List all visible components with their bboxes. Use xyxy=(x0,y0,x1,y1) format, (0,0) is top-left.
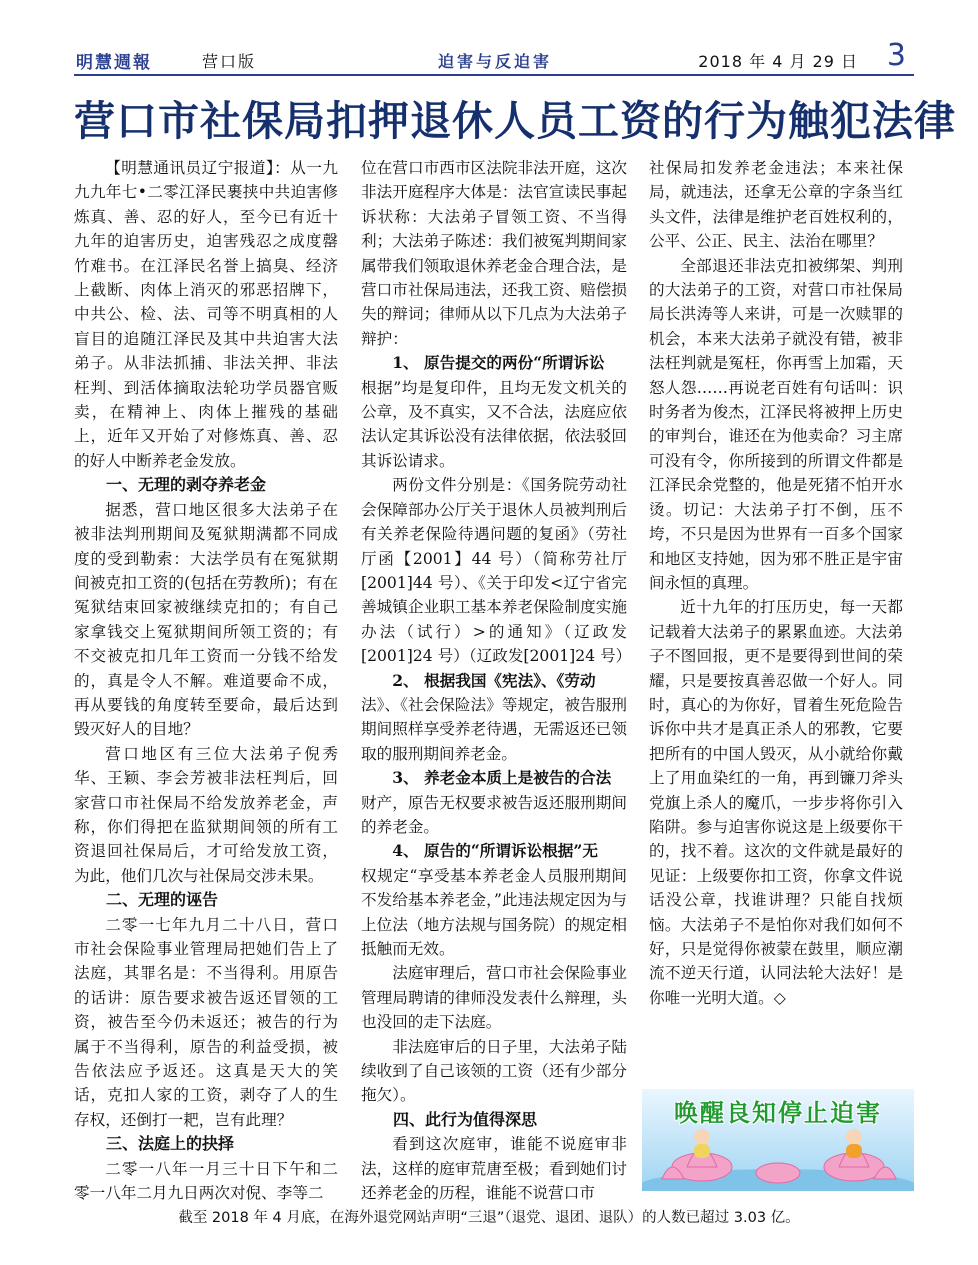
paragraph: 二零一八年一月三十日下午和二零一八年二月九日两次对倪、李等二 xyxy=(74,1159,338,1203)
paragraph: 位在营口市西市区法院非法开庭，这次非法开庭程序大体是：法官宣读民事起诉状称：大法弟子冒领工资、不当得利；大法弟子陈述：我们被冤判期间家属带我们领取退休养老金合理合法，是营口市社保局违法，还我工资、赔偿损失的辩词；律师从以下几点为大法弟子辩护： xyxy=(361,159,627,348)
article-column-2 xyxy=(361,156,632,1205)
paragraph: 二零一七年九月二十八日，营口市社会保险事业管理局把她们告上了法庭，其罪名是：不当得利。用原告的话讲：原告要求被告返还冒领的工资，被告至今仍未返还；被告的行为属于不当得利，原告的利益受损，被告依法应予返还。这真是天大的笑话，克扣人家的工资，剥夺了人的生存权，还倒打一耙，岂有此理？ xyxy=(74,915,338,1129)
paragraph: 全部退还非法克扣被绑架、判刑的大法弟子的工资，对营口市社保局局长洪涛等人来讲，可是一次赎罪的机会，本来大法弟子就没有错，被非法枉判就是冤枉，你再雪上加霜，天怒人怨……再说老百姓有句话叫：识时务者为俊杰，江泽民将被押上历史的审判台，谁还在为他卖命？习主席可没有令，你所接到的所谓文件都是江泽民余党整的，他是死猪不怕开水烫。切记：大法弟子打不倒，压不垮，不只是因为世界有一百多个国家和地区支持她，因为邪不胜正是宇宙间永恒的真理。 xyxy=(649,256,903,592)
paragraph: 营口地区有三位大法弟子倪秀华、王颖、李会芳被非法枉判后，回家营口市社保局不给发放养老金，声称，你们得把在监狱期间领的所有工资退回社保局后，才可给发放工资，为此，他们几次与社保局交涉未果。 xyxy=(74,744,338,885)
paragraph: 两份文件分别是：《国务院劳动社会保障部办公厅关于退休人员被判刑后有关养老保险待遇问题的复函》（劳社厅函【2001】44 号）（简称劳社厅[2001]44 号）、《关于印发<辽宁省完善城镇企业职工基本养老保险制度实施办法（试行）>的通知》（辽政发[2001]24 号）（辽政发[2001]24 号） xyxy=(361,476,632,666)
section-title: 迫害与反迫害 xyxy=(438,52,553,71)
awaken-conscience-banner xyxy=(642,1089,914,1191)
paragraph: 非法庭审后的日子里，大法弟子陆续收到了自己该领的工资（还有少部分拖欠）。 xyxy=(361,1037,627,1105)
edition-label: 营口版 xyxy=(202,52,257,71)
paragraph: 法庭审理后，营口市社会保险事业管理局聘请的律师没发表什么辩理，头也没回的走下法庭。 xyxy=(361,964,627,1032)
paragraph: 社保局扣发养老金违法；本来社保局，就违法，还拿无公章的字条当红头文件，法律是维护老百姓权利的，公平、公正、民主、法治在哪里？ xyxy=(649,159,903,251)
article-column-3 xyxy=(649,156,903,1010)
section-heading: 二、无理的诬告 xyxy=(106,890,219,910)
page-number: 3 xyxy=(886,38,906,73)
newspaper-brand: 明慧週報 xyxy=(76,53,152,73)
issue-date: 2018 年 4 月 29 日 xyxy=(698,52,858,71)
page-header xyxy=(74,38,914,76)
list-item-text: 权规定“享受基本养老金人员服刑期间不发给基本养老金，”此违法规定因为与上位法（地方法规与国务院）的规定相抵触而无效。 xyxy=(361,866,627,958)
list-item-lead: 3、 养老金本质上是被告的合法 xyxy=(392,768,612,788)
section-heading: 一、无理的剥夺养老金 xyxy=(106,475,267,495)
paragraph: 据悉，营口地区很多大法弟子在被非法判刑期间及冤狱期满都不同成度的受到勒索：大法学员有在冤狱期间被克扣工资的(包括在劳教所)；有在冤狱结束回家被继续克扣的；有自己家拿钱交上冤狱期间所领工资的；有不交被克扣几年工资而一分钱不给发的，真是令人不解。难道要命不成，再从要钱的角度转至要命，最后达到毁灭好人的目地？ xyxy=(74,500,338,739)
list-item-text: 财产，原告无权要求被告返还服刑期间的养老金。 xyxy=(361,793,627,836)
section-heading: 三、法庭上的抉择 xyxy=(106,1134,235,1154)
section-heading: 四、此行为值得深思 xyxy=(393,1109,538,1129)
article-column-1 xyxy=(74,156,338,1205)
article-title: 营口市社保局扣押退休人员工资的行为触犯法律 xyxy=(74,97,956,145)
list-item-text: 根据”均是复印件，且均无发文机关的公章，及不真实，又不合法，法庭应依法认定其诉讼没有法律依据，依法驳回其诉讼请求。 xyxy=(361,378,627,470)
paragraph: 看到这次庭审，谁能不说庭审非法，这样的庭审荒唐至极；看到她们讨还养老金的历程，谁能不说营口市 xyxy=(361,1135,627,1203)
page-footer: 截至 2018 年 4 月底，在海外退党网站声明“三退”（退党、退团、退队）的人数已超过 3.03 亿。 xyxy=(178,1210,800,1226)
list-item-lead: 4、 原告的“所谓诉讼根据”无 xyxy=(392,841,598,861)
list-item-text: 法》、《社会保险法》等规定，被告服刑期间照样享受养老待遇，无需返还已领取的服刑期间养老金。 xyxy=(361,695,627,763)
list-item-lead: 2、 根据我国《宪法》、《劳动 xyxy=(392,670,596,690)
paragraph: 近十九年的打压历史，每一天都记载着大法弟子的累累血迹。大法弟子不图回报，更不是要得到世间的荣耀，只是要按真善忍做一个好人。同时，真心的为你好，冒着生死危险告诉你中共才是真正杀人的邪教，它要把所有的中国人毁灭，从小就给你戴上了用血染红的一角，再到镰刀斧头党旗上杀人的魔爪，一步步将你引入陷阱。参与迫害你说这是上级要你干的，找不着。这次的文件就是最好的见证：上级要你扣工资，你拿文件说话没公章，找谁讲理？只能自找烦恼。大法弟子不是怕你对我们如何不好，只是觉得你被蒙在鼓里，顺应潮流不逆天行道，认同法轮大法好！是你唯一光明大道。◇ xyxy=(649,598,903,1007)
banner-text: 唤醒良知停止迫害 xyxy=(674,1099,882,1127)
paragraph: 【明慧通讯员辽宁报道】：从一九九九年七•二零江泽民裹挟中共迫害修炼真、善、忍的好人，至今已有近十九年的迫害历史，迫害残忍之成度罄竹难书。在江泽民名誉上搞臭、经济上截断、肉体上消灭的邪恶招牌下，中共公、检、法、司等不明真相的人盲目的追随江泽民及其中共迫害大法弟子。从非法抓捕、非法关押、非法枉判、到活体摘取法轮功学员器官贩卖，在精神上、肉体上摧残的基础上，近年又开始了对修炼真、善、忍的好人中断养老金发放。 xyxy=(74,159,338,470)
list-item-lead: 1、 原告提交的两份“所谓诉讼 xyxy=(392,353,605,373)
